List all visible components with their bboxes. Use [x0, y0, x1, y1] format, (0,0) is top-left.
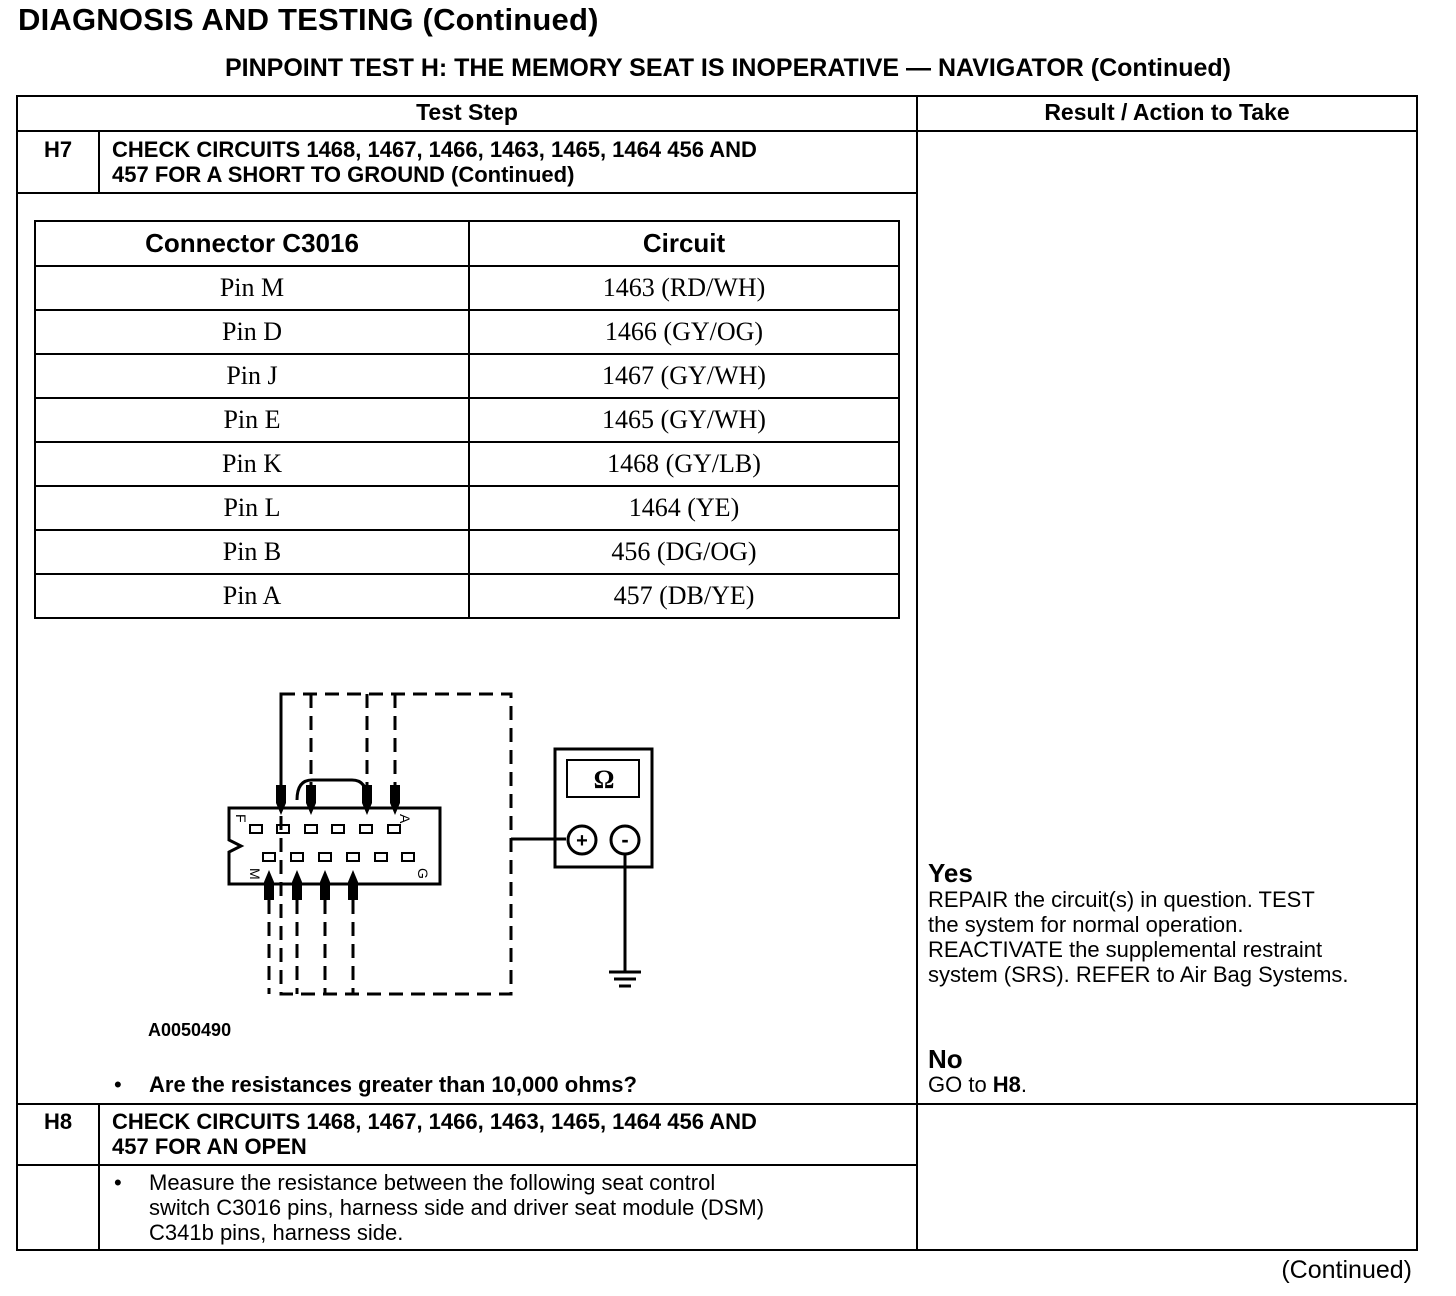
continued-footer: (Continued) [1281, 1256, 1412, 1284]
result-yes-line: the system for normal operation. [928, 912, 1244, 937]
result-yes-label: Yes [928, 858, 973, 888]
step-title-h7-line1: CHECK CIRCUITS 1468, 1467, 1466, 1463, 1465, 1464 456 AND [112, 137, 757, 162]
step-number-h7: H7 [43, 137, 73, 162]
column-header-result: Result / Action to Take [1044, 99, 1290, 125]
circuit-cell: 456 (DG/OG) [469, 530, 899, 574]
pin-cell: Pin K [35, 442, 469, 486]
circuit-cell: 1465 (GY/WH) [469, 398, 899, 442]
result-no-prefix: GO to [928, 1072, 993, 1097]
step-number-h8: H8 [43, 1109, 73, 1134]
result-yes-line: REACTIVATE the supplemental restraint [928, 937, 1323, 962]
resistance-question: Are the resistances greater than 10,000 ohms? [149, 1072, 637, 1097]
minus-symbol: - [621, 827, 629, 852]
dashed-jumper-wires [269, 694, 511, 994]
pinpoint-test-subtitle: PINPOINT TEST H: THE MEMORY SEAT IS INOPERATIVE — NAVIGATOR (Continued) [224, 54, 1232, 82]
step-title-h8-line2: 457 FOR AN OPEN [112, 1134, 307, 1159]
plus-symbol: + [576, 830, 588, 852]
result-no-text [928, 1072, 1027, 1097]
step-title-h8-line1: CHECK CIRCUITS 1468, 1467, 1466, 1463, 1465, 1464 456 AND [112, 1109, 757, 1134]
page-title: DIAGNOSIS AND TESTING (Continued) [18, 2, 599, 37]
circuit-cell: 1466 (GY/OG) [469, 310, 899, 354]
go-to-h8-link[interactable]: H8 [992, 1072, 1021, 1097]
pin-cell: Pin M [35, 266, 469, 310]
pin-label-g: G [415, 868, 431, 879]
pin-cell: Pin D [35, 310, 469, 354]
h8-instruction [149, 1170, 764, 1245]
pin-cell: Pin B [35, 530, 469, 574]
h8-instruction-line: Measure the resistance between the following seat control [149, 1170, 716, 1195]
pin-cell: Pin A [35, 574, 469, 618]
result-no-suffix: . [1020, 1072, 1028, 1097]
pin-cell: Pin J [35, 354, 469, 398]
pin-label-f: F [233, 814, 249, 823]
connector-pin-slots [250, 825, 414, 861]
pin-label-m: M [247, 868, 263, 880]
bullet: • [114, 1170, 122, 1195]
pin-cell: Pin L [35, 486, 469, 530]
circuit-cell: 1464 (YE) [469, 486, 899, 530]
step-title-h7-line2: 457 FOR A SHORT TO GROUND (Continued) [112, 162, 575, 187]
step-title-h8 [112, 1109, 757, 1159]
result-yes-line: REPAIR the circuit(s) in question. TEST [928, 887, 1315, 912]
circuit-cell: 1463 (RD/WH) [469, 266, 899, 310]
pin-label-a: A [397, 814, 413, 824]
column-header-test-step: Test Step [416, 99, 518, 125]
pin-cell: Pin E [35, 398, 469, 442]
header-circuit: Circuit [469, 221, 899, 266]
circuit-cell: 457 (DB/YE) [469, 574, 899, 618]
circuit-cell: 1468 (GY/LB) [469, 442, 899, 486]
h8-instruction-line: switch C3016 pins, harness side and driver seat module (DSM) [149, 1195, 765, 1220]
ohm-symbol: Ω [593, 765, 615, 794]
result-yes-text [928, 887, 1349, 987]
result-no-label: No [928, 1044, 963, 1074]
figure-id: A0050490 [148, 1020, 232, 1040]
bullet: • [114, 1072, 122, 1097]
result-yes-line: system (SRS). REFER to Air Bag Systems. [928, 962, 1349, 987]
circuit-cell: 1467 (GY/WH) [469, 354, 899, 398]
h8-instruction-line: C341b pins, harness side. [149, 1220, 404, 1245]
header-connector: Connector C3016 [35, 221, 469, 266]
